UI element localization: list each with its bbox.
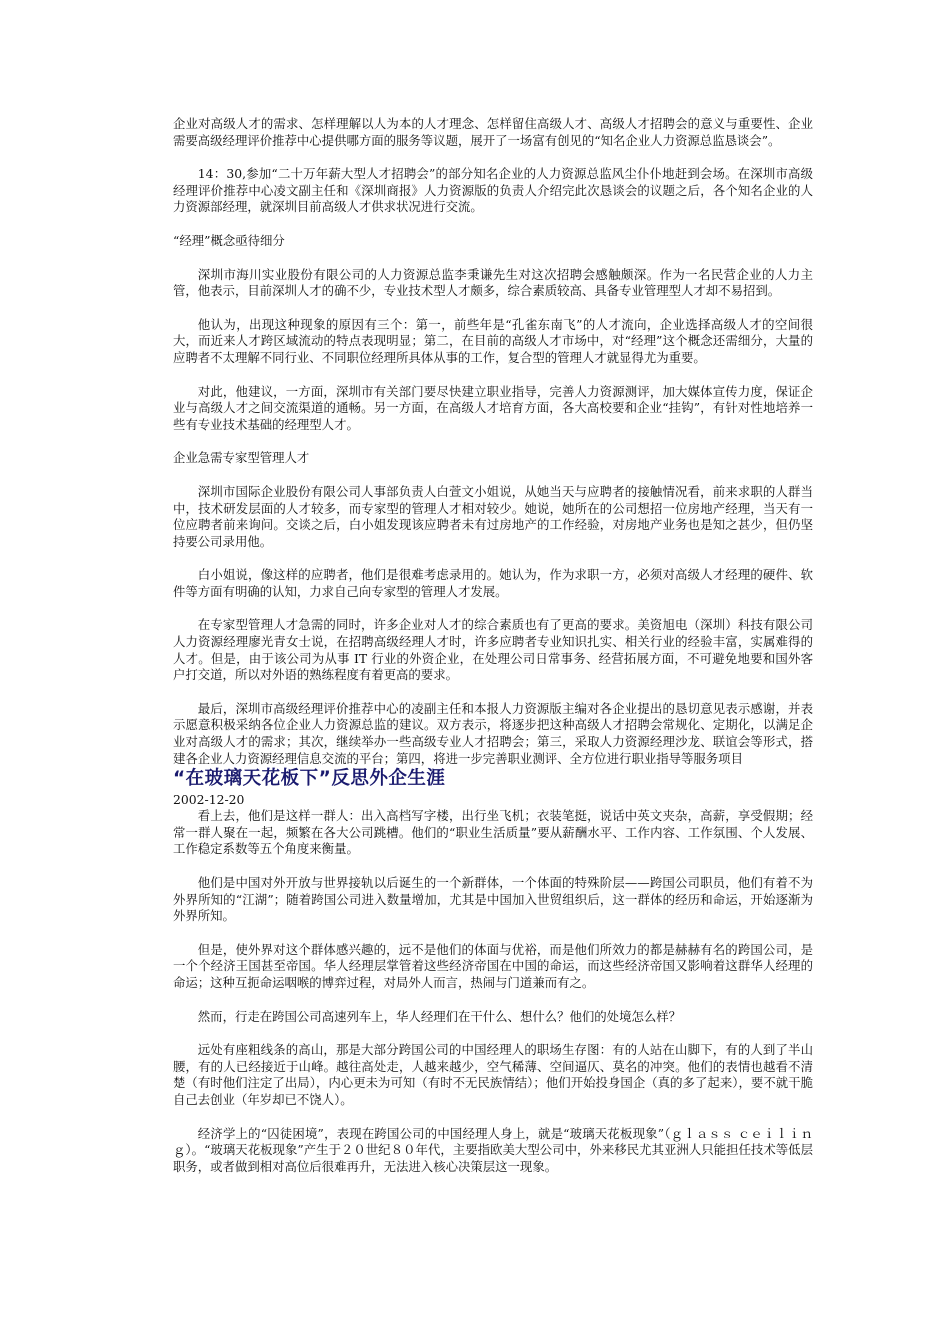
paragraph: 最后，深圳市高级经理评价推荐中心的凌副主任和本报人力资源版主编对各企业提出的恳切意见表示感谢，并表示愿意积极采纳各位企业人力资源总监的建议。双方表示，将逐步把这种高级人才招聘会常规化、定期化，以满足企业对高级人才的需求；其次，继续举办一些高级专业人才招聘会；第三，采取人力资源经理沙龙、联谊会等形式，搭建各企业人力资源经理信息交流的平台；第四，将进一步完善职业测评、全方位进行职业指导等服务项目 [173,700,813,766]
paragraph: 他们是中国对外开放与世界接轨以后诞生的一个新群体，一个体面的特殊阶层——跨国公司职员，他们有着不为外界所知的“江湖”；随着跨国公司进入数量增加，尤其是中国加入世贸组织后，这一群体的经历和命运，开始逐渐为外界所知。 [173,875,813,924]
section-subheading: 企业急需专家型管理人才 [173,450,310,466]
article-date: 2002-12-20 [173,792,245,808]
paragraph: 企业对高级人才的需求、怎样理解以人为本的人才理念、怎样留住高级人才、高级人才招聘会的意义与重要性、企业需要高级经理评价推荐中心提供哪方面的服务等议题，展开了一场富有创见的“知名企业人力资源总监恳谈会”。 [173,116,813,148]
paragraph: 然而，行走在跨国公司高速列车上，华人经理们在干什么、想什么？他们的处境怎么样？ [197,1008,682,1024]
paragraph: 他认为，出现这种现象的原因有三个：第一，前些年是“孔雀东南飞”的人才流向，企业选择高级人才的空间很大，而近来人才跨区域流动的特点表现明显；第二，在目前的高级人才市场中，对“经理”这个概念还需细分，大量的应聘者不太理解不同行业、不同职位经理所具体从事的工作，复合型的管理人才就显得尤为重要。 [173,316,813,365]
paragraph: 白小姐说，像这样的应聘者，他们是很难考虑录用的。她认为，作为求职一方，必须对高级人才经理的硬件、软件等方面有明确的认知，力求自己向专家型的管理人才发展。 [173,567,813,599]
paragraph: 深圳市海川实业股份有限公司的人力资源总监李秉谦先生对这次招聘会感触颇深。作为一名民营企业的人力主管，他表示，目前深圳人才的确不少，专业技术型人才颇多，综合素质较高、具备专业管理型人才却不易招到。 [173,266,813,299]
document-page [173,116,813,1175]
article-lead: 看上去，他们是这样一群人：出入高档写字楼，出行坐飞机；衣装笔挺，说话中英文夹杂，高薪，享受假期；经常一群人聚在一起，频繁在各大公司跳槽。他们的“职业生活质量”要从薪酬水平、工作内容、工作氛围、个人发展、工作稳定系数等五个角度来衡量。 [173,808,813,857]
paragraph: 远处有座粗线条的高山，那是大部分跨国公司的中国经理人的职场生存图：有的人站在山脚下，有的人到了半山腰，有的人已经接近于山峰。越往高处走，人越来越少，空气稀薄、空间逼仄、莫名的冲突。他们的表情也越看不清楚（有时他们注定了出局），内心更未为可知（有时不无民族情结）；他们开始投身国企（真的多了起来），要不就干脆自己去创业（年岁却已不饶人）。 [173,1042,813,1107]
article-title: “在玻璃天花板下”反思外企生涯 [173,768,446,790]
paragraph: 在专家型管理人才急需的同时，许多企业对人才的综合素质也有了更高的要求。美资旭电（深圳）科技有限公司人力资源经理廖光青女士说，在招聘高级经理人才时，许多应聘者专业知识扎实、相关行业的经验丰富，实属难得的人才。但是，由于该公司为从事 IT 行业的外资企业，在处理公司日常事务、经营拓展方面，不可避免地要和国外客户打交道，所以对外语的熟练程度有着更高的要求。 [173,617,813,683]
paragraph: 14：30,参加“二十万年薪大型人才招聘会”的部分知名企业的人力资源总监风尘仆仆地赶到会场。在深圳市高级经理评价推荐中心凌文副主任和《深圳商报》人力资源版的负责人介绍完此次恳谈会的议题之后，各个知名企业的人力资源部经理，就深圳目前高级人才供求状况进行交流。 [173,166,813,215]
paragraph: 对此，他建议，一方面，深圳市有关部门要尽快建立职业指导，完善人力资源测评，加大媒体宣传力度，保证企业与高级人才之间交流渠道的通畅。另一方面，在高级人才培育方面，各大高校要和企业“挂钩”，有针对性地培养一些有专业技术基础的经理型人才。 [173,383,813,432]
paragraph: 经济学上的“囚徒困境”，表现在跨国公司的中国经理人身上，就是“玻璃天花板现象”（ｇｌａｓｓ ｃｅｉｌｉｎｇ）。“玻璃天花板现象”产生于２０世纪８０年代，主要指欧美大型公司中，外来移民尤其亚洲人只能担任技术等低层职务，或者做到相对高位后很难再升，无法进入核心决策层这一现象。 [173,1125,813,1174]
paragraph: 但是，使外界对这个群体感兴趣的，远不是他们的体面与优裕，而是他们所效力的都是赫赫有名的跨国公司，是一个个经济王国甚至帝国。华人经理层掌管着这些经济帝国在中国的命运，而这些经济帝国又影响着这群华人经理的命运；这种互扼命运咽喉的博弈过程，对局外人而言，热闹与门道兼而有之。 [173,941,813,990]
paragraph: 深圳市国际企业股份有限公司人事部负责人白萱文小姐说，从她当天与应聘者的接触情况看，前来求职的人群当中，技术研发层面的人才较多，而专家型的管理人才相对较少。她说，她所在的公司想招一位房地产经理，当天有一位应聘者前来询问。交谈之后，白小姐发现该应聘者未有过房地产的工作经验，对房地产业务也是知之甚少，但仍坚持要公司录用他。 [173,483,813,549]
section-subheading: “经理”概念亟待细分 [173,232,285,248]
